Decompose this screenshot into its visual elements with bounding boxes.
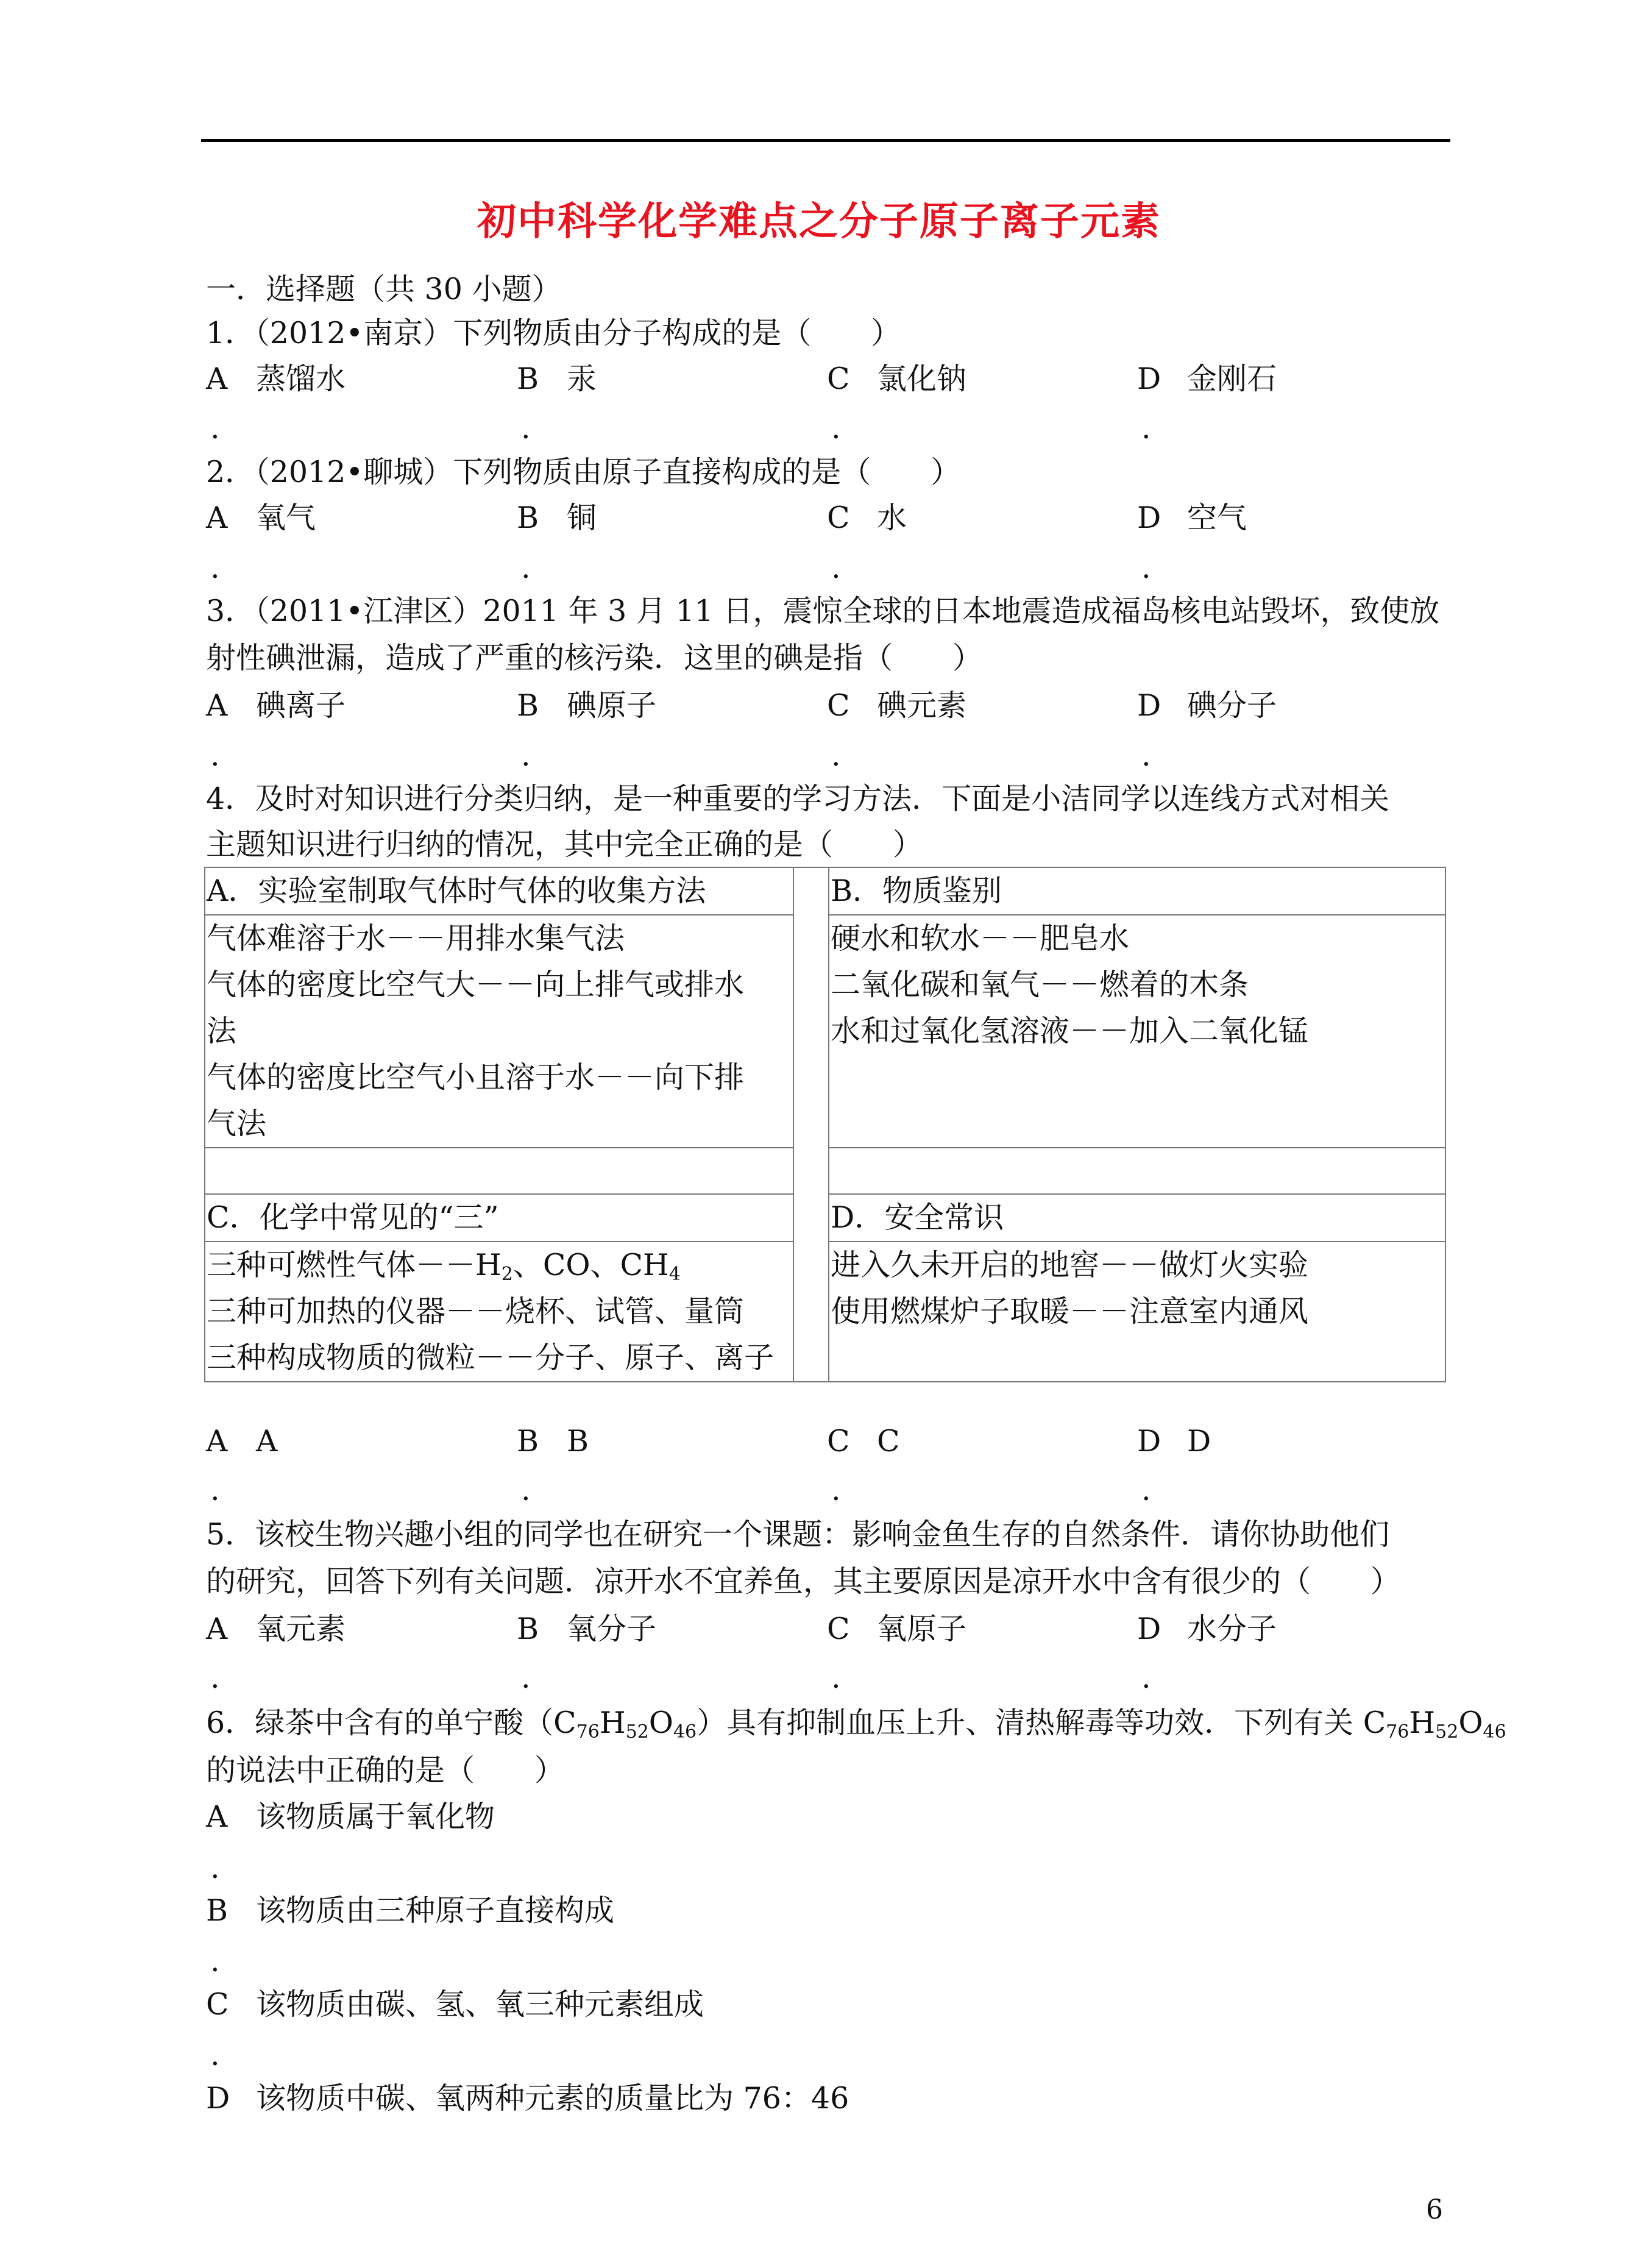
question-5-stem-line1: 5．该校生物兴趣小组的同学也在研究一个课题：影响金鱼生存的自然条件．请你协助他们 bbox=[206, 1517, 1390, 1552]
q3-dot-d: . bbox=[1141, 738, 1151, 773]
question-5-stem-line2: 的研究，回答下列有关问题．凉开水不宜养鱼，其主要原因是凉开水中含有很少的（ ） bbox=[206, 1564, 1401, 1599]
q3-option-b[interactable]: B 碘原子 bbox=[517, 688, 657, 723]
q6-dot-a: . bbox=[210, 1850, 220, 1885]
question-2-stem: 2．（2012•聊城）下列物质由原子直接构成的是（ ） bbox=[206, 455, 961, 489]
q2-dot-b: . bbox=[521, 550, 531, 585]
q2-dot-d: . bbox=[1141, 550, 1151, 585]
q4-dot-d: . bbox=[1141, 1473, 1151, 1507]
question-6-stem-line1: 6．绿茶中含有的单宁酸$(C_{76}H_{52}O_{46})$具有抑制血压上升、清热解毒等功效．下列有关 $C_{76}H_{52}O_{46}$ bbox=[206, 1705, 1506, 1743]
section-heading: 一．选择题（共 30 小题） bbox=[206, 272, 562, 307]
c-line-1: 三种可燃性气体$--H_2$、CO、$CH_4$ bbox=[207, 1248, 681, 1285]
q1-dot-a: . bbox=[210, 411, 220, 446]
cell-d-head: D．安全常识 bbox=[829, 1194, 1445, 1242]
cell-a-head: A．实验室制取气体时气体的收集方法 bbox=[205, 867, 793, 915]
q4-dot-b: . bbox=[521, 1473, 531, 1507]
q6-option-b[interactable]: B 该物质由三种原子直接构成 bbox=[206, 1893, 615, 1928]
cell-a-body: 气体难溶于水－－用排水集气法 气体的密度比空气大－－向上排气或排水 法 气体的密度比空气小且溶于水－－向下排 气法 bbox=[205, 915, 793, 1148]
q3-dot-c: . bbox=[831, 738, 841, 773]
page-title: 初中科学化学难点之分子原子离子元素 bbox=[477, 199, 1161, 244]
q1-option-c[interactable]: C 氯化钠 bbox=[827, 361, 967, 396]
q5-dot-d: . bbox=[1141, 1660, 1151, 1695]
question-4-stem-line1: 4．及时对知识进行分类归纳，是一种重要的学习方法．下面是小洁同学以连线方式对相关 bbox=[206, 781, 1390, 816]
q3-option-c[interactable]: C 碘元素 bbox=[827, 688, 967, 723]
q4-option-d[interactable]: D D bbox=[1137, 1424, 1211, 1459]
q6-option-a[interactable]: A 该物质属于氧化物 bbox=[206, 1799, 495, 1834]
q5-option-c[interactable]: C 氧原子 bbox=[827, 1612, 967, 1646]
q4-option-b[interactable]: B B bbox=[517, 1424, 589, 1459]
q5-option-a[interactable]: A 氧元素 bbox=[206, 1612, 346, 1646]
q1-option-a[interactable]: A 蒸馏水 bbox=[206, 361, 346, 396]
knowledge-table bbox=[204, 867, 1446, 1382]
q3-option-a[interactable]: A 碘离子 bbox=[206, 688, 346, 723]
q1-dot-b: . bbox=[521, 411, 531, 446]
q5-dot-c: . bbox=[831, 1660, 841, 1695]
q2-dot-a: . bbox=[210, 550, 220, 585]
q3-dot-b: . bbox=[521, 738, 531, 773]
q3-dot-a: . bbox=[210, 738, 220, 773]
cell-b-body: 硬水和软水－－肥皂水 二氧化碳和氧气－－燃着的木条 水和过氧化氢溶液－－加入二氧化锰 bbox=[829, 915, 1445, 1148]
cell-empty-left bbox=[205, 1148, 793, 1194]
q1-option-d[interactable]: D 金刚石 bbox=[1137, 361, 1277, 396]
q5-dot-b: . bbox=[521, 1660, 531, 1695]
question-4-stem-line2: 主题知识进行归纳的情况，其中完全正确的是（ ） bbox=[206, 827, 923, 862]
q4-dot-a: . bbox=[210, 1473, 220, 1507]
q1-dot-c: . bbox=[831, 411, 841, 446]
q4-option-a[interactable]: A A bbox=[206, 1424, 278, 1459]
table-gap bbox=[793, 867, 829, 1382]
q6-dot-c: . bbox=[210, 2038, 220, 2072]
header-rule bbox=[201, 139, 1450, 142]
cell-empty-right bbox=[829, 1148, 1445, 1194]
q6-option-d[interactable]: D 该物质中碳、氧两种元素的质量比为 76：46 bbox=[206, 2081, 849, 2116]
question-3-stem-line2: 射性碘泄漏，造成了严重的核污染．这里的碘是指（ ） bbox=[206, 641, 983, 675]
q1-option-b[interactable]: B 汞 bbox=[517, 361, 597, 396]
q2-option-d[interactable]: D 空气 bbox=[1137, 500, 1247, 535]
cell-d-body: 进入久未开启的地窖－－做灯火实验 使用燃煤炉子取暖－－注意室内通风 bbox=[829, 1242, 1445, 1382]
cell-c-body: 三种可燃性气体$--H_2$、CO、$CH_4$ 三种可加热的仪器－－烧杯、试管、量筒 三种构成物质的微粒－－分子、原子、离子 bbox=[205, 1242, 793, 1382]
q2-option-c[interactable]: C 水 bbox=[827, 500, 907, 535]
q3-option-d[interactable]: D 碘分子 bbox=[1137, 688, 1277, 723]
q5-option-b[interactable]: B 氧分子 bbox=[517, 1612, 657, 1646]
question-1-stem: 1．（2012•南京）下列物质由分子构成的是（ ） bbox=[206, 316, 901, 350]
q2-dot-c: . bbox=[831, 550, 841, 585]
cell-b-head: B．物质鉴别 bbox=[829, 867, 1445, 915]
q1-dot-d: . bbox=[1141, 411, 1151, 446]
q4-dot-c: . bbox=[831, 1473, 841, 1507]
q4-option-c[interactable]: C C bbox=[827, 1424, 900, 1459]
page-number: 6 bbox=[1426, 2194, 1443, 2225]
q5-dot-a: . bbox=[210, 1660, 220, 1695]
q2-option-b[interactable]: B 铜 bbox=[517, 500, 597, 535]
question-3-stem-line1: 3．（2011•江津区）2011 年 3 月 11 日，震惊全球的日本地震造成福岛核电站毁坏，致使放 bbox=[206, 594, 1440, 628]
q6-dot-b: . bbox=[210, 1944, 220, 1978]
q5-option-d[interactable]: D 水分子 bbox=[1137, 1612, 1277, 1646]
cell-c-head: C．化学中常见的“三” bbox=[205, 1194, 793, 1242]
q6-option-c[interactable]: C 该物质由碳、氢、氧三种元素组成 bbox=[206, 1987, 704, 2022]
question-6-stem-line2: 的说法中正确的是（ ） bbox=[206, 1753, 565, 1788]
q2-option-a[interactable]: A 氧气 bbox=[206, 500, 316, 535]
